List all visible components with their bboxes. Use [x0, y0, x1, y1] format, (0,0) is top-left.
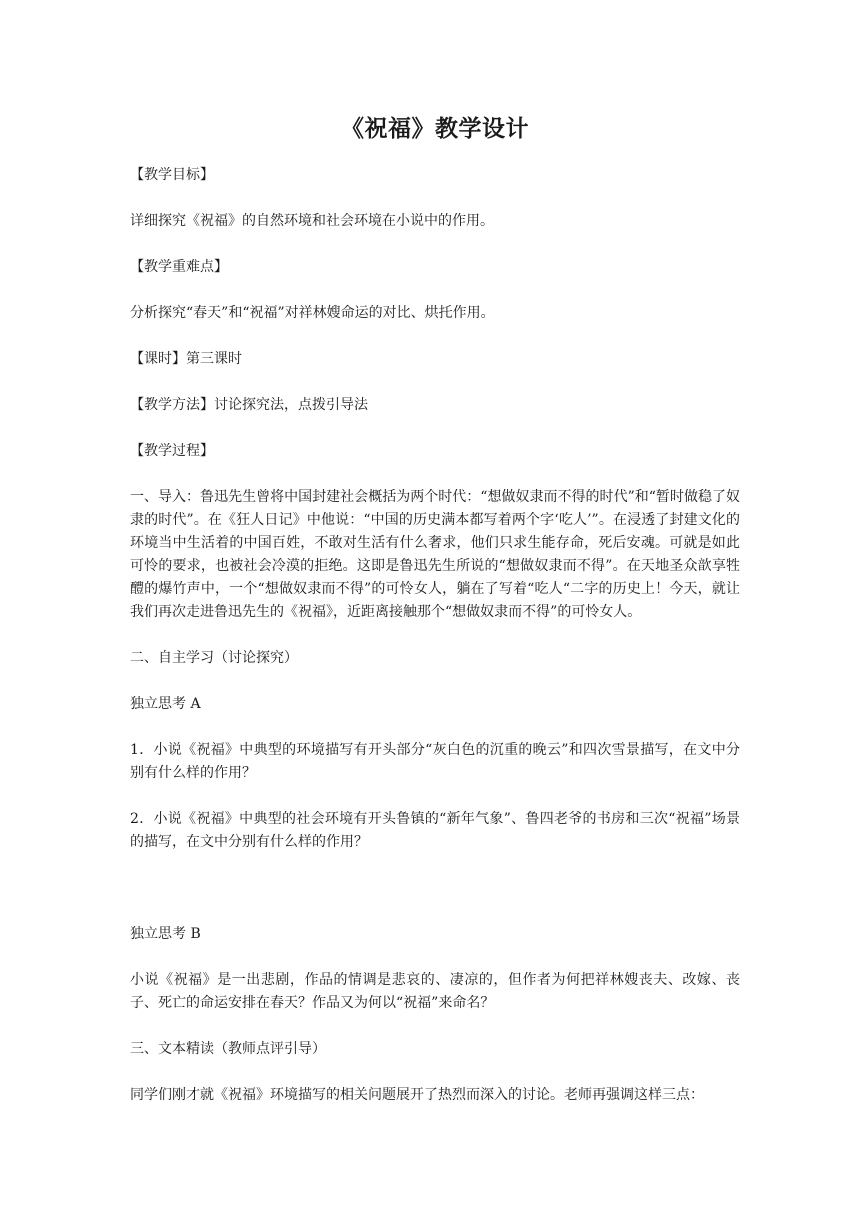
think-b-heading: 独立思考 B — [130, 926, 201, 942]
section-process-heading: 【教学过程】 — [130, 443, 214, 459]
section-goal-text: 详细探究《祝福》的自然环境和社会环境在小说中的作用。 — [130, 213, 494, 229]
intro-paragraph: 一、导入：鲁迅先生曾将中国封建社会概括为两个时代：“想做奴隶而不得的时代”和“暂时做稳了奴隶的时代”。在《狂人日记》中他说：“中国的历史满本都写着两个字‘吃人’”。在浸透了封建文化的环境当中生活着的中国百姓，不敢对生活有什么奢求，他们只求生能存命，死后安魂。可就是如此可怜的要求，也被社会冷漠的拒绝。这即是鲁迅先生所说的“想做奴隶而不得”。在天地圣众歆享牲醴的爆竹声中，一个“想做奴隶而不得”的可怜女人，躺在了写着“吃人“二字的历史上！今天，就让我们再次走进鲁迅先生的《祝福》，近距离接触那个“想做奴隶而不得”的可怜女人。 — [130, 489, 740, 620]
section-period: 【课时】第三课时 — [130, 351, 242, 367]
document-page — [130, 112, 740, 1130]
question-1: 1．小说《祝福》中典型的环境描写有开头部分“灰白色的沉重的晚云”和四次雪景描写，在文中分别有什么样的作用？ — [130, 742, 740, 781]
part3-heading: 三、文本精读（教师点评引导） — [130, 1041, 326, 1057]
section-key-heading: 【教学重难点】 — [130, 259, 228, 275]
section-method: 【教学方法】讨论探究法，点拨引导法 — [130, 397, 368, 413]
document-title: 《祝福》教学设计 — [341, 116, 529, 142]
section-key-text: 分析探究“春天”和“祝福”对祥林嫂命运的对比、烘托作用。 — [130, 305, 495, 321]
think-a-heading: 独立思考 A — [130, 696, 201, 712]
part3-text: 同学们刚才就《祝福》环境描写的相关问题展开了热烈而深入的讨论。老师再强调这样三点： — [130, 1087, 704, 1103]
section-goal-heading: 【教学目标】 — [130, 167, 214, 183]
think-b-text: 小说《祝福》是一出悲剧，作品的情调是悲哀的、凄凉的，但作者为何把祥林嫂丧夫、改嫁、丧子、死亡的命运安排在春天？作品又为何以“祝福”来命名？ — [130, 972, 740, 1011]
blank-space — [130, 877, 740, 923]
question-2: 2．小说《祝福》中典型的社会环境有开头鲁镇的“新年气象”、鲁四老爷的书房和三次“祝福”场景的描写，在文中分别有什么样的作用？ — [130, 811, 740, 850]
part2-heading: 二、自主学习（讨论探究） — [130, 650, 298, 666]
